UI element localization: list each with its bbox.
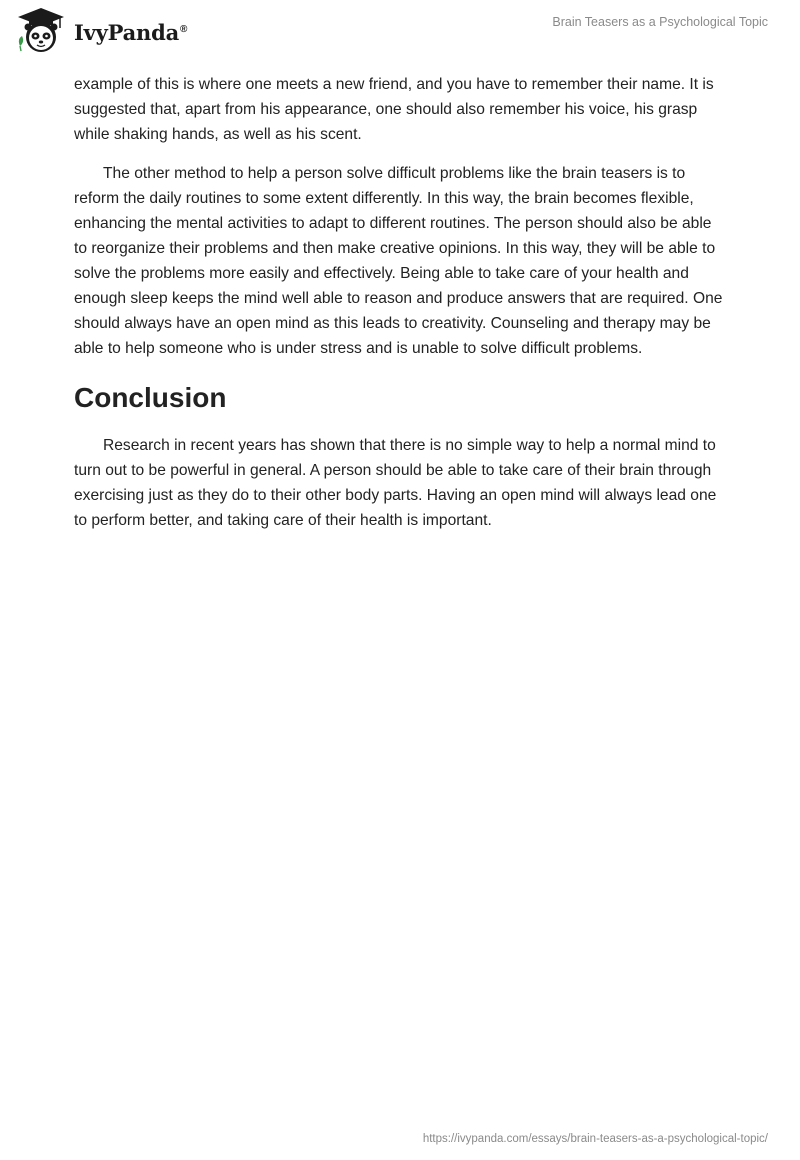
conclusion-heading: Conclusion — [74, 382, 227, 413]
document-body — [74, 72, 728, 547]
conclusion-paragraph: Research in recent years has shown that there is no simple way to help a normal mind to turn out to be powerful in general. A person should be able to take care of their brain through exercising just as they do to their other body parts. Having an open mind will always lead one to perform better, and taking care of their health is important. — [74, 437, 717, 529]
source-url[interactable]: https://ivypanda.com/essays/brain-teasers-as-a-psychological-topic/ — [422, 1133, 768, 1145]
panda-graduate-icon — [14, 6, 68, 56]
body-paragraph: The other method to help a person solve difficult problems like the brain teasers is to reform the daily routines to some extent differently. In this way, the brain becomes flexible, enhancing the mental activities to adapt to different routines. The person should also be able to reorganize their problems and then make creative opinions. In this way, they will be able to solve the problems more easily and effectively. Being able to take care of your health and enough sleep keeps the mind well able to reason and produce answers that are required. One should always have an open mind as this leads to creativity. Counseling and therapy may be able to help someone who is under stress and is unable to solve difficult problems. — [74, 165, 723, 357]
registered-mark: ® — [180, 23, 188, 35]
body-paragraph-continued: example of this is where one meets a new friend, and you have to remember their name. It is suggested that, apart from his appearance, one should also remember his voice, his grasp while shaking hands, as well as his scent. — [74, 76, 714, 143]
brand-name: IvyPanda® — [74, 19, 188, 45]
ivypanda-logo[interactable] — [14, 6, 187, 56]
running-title: Brain Teasers as a Psychological Topic — [552, 15, 768, 29]
page-header — [0, 0, 800, 62]
